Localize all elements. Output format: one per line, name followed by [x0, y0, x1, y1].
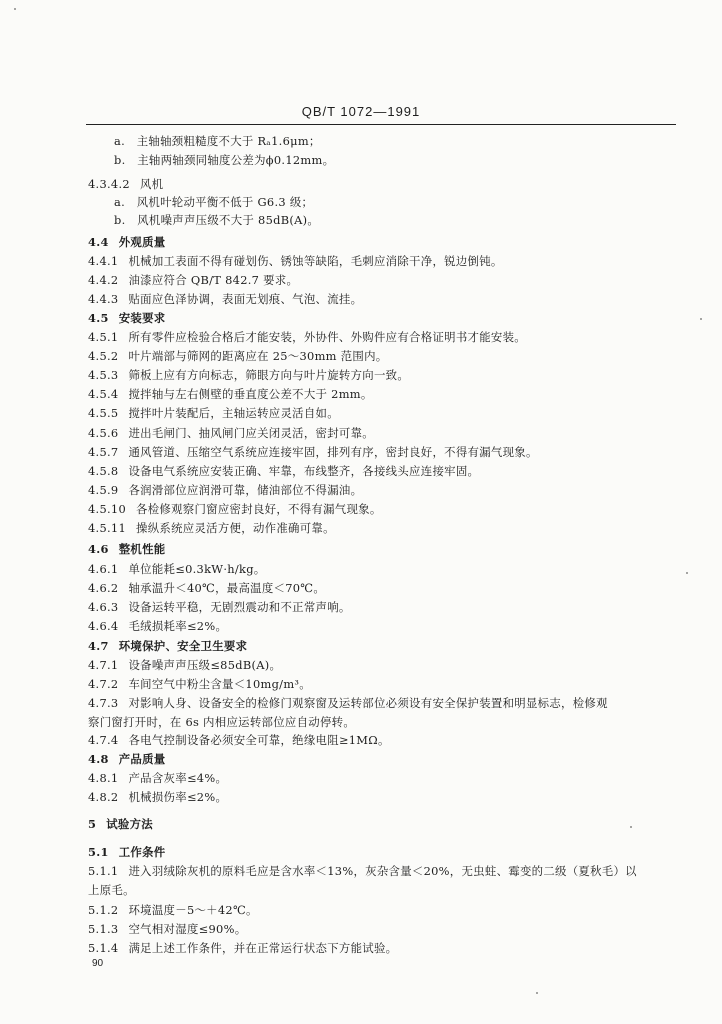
clause-number: 4.8.1 — [88, 771, 119, 785]
clause-text: 搅拌叶片装配后，主轴运转应灵活自如。 — [128, 406, 339, 420]
clause-number: 4.7.3 — [88, 696, 119, 710]
clause-number: 4.5.8 — [88, 464, 119, 478]
text-line — [88, 176, 163, 192]
clause-number: 4.6.4 — [88, 619, 119, 633]
clause-number: 5 — [88, 817, 97, 831]
text-line — [88, 482, 362, 498]
text-line — [88, 348, 387, 364]
text-line — [88, 902, 258, 918]
clause-number: 4.4.3 — [88, 292, 119, 306]
clause-number: 4.7.1 — [88, 658, 119, 672]
standard-code-header: QB/T 1072—1991 — [301, 104, 421, 119]
clause-number: 4.7.2 — [88, 677, 119, 691]
clause-text: 满足上述工作条件，并在正常运行状态下方能试验。 — [128, 941, 398, 955]
text-line — [88, 695, 608, 711]
clause-number: 4.5.4 — [88, 387, 119, 401]
clause-number: 5.1.3 — [88, 922, 119, 936]
text-line — [88, 310, 165, 326]
text-line — [88, 770, 227, 786]
text-line — [88, 580, 325, 596]
clause-text: 产品含灰率≤4%。 — [128, 771, 228, 785]
clause-number: 4.4 — [88, 235, 109, 249]
clause-text: 油漆应符合 QB/T 842.7 要求。 — [128, 273, 299, 287]
text-line — [88, 844, 165, 860]
clause-text: 机械损伤率≤2%。 — [128, 790, 228, 804]
clause-number: 4.6 — [88, 542, 109, 556]
clause-text: 风机 — [139, 177, 164, 191]
clause-text: 试验方法 — [106, 817, 153, 831]
text-line — [88, 816, 153, 832]
clause-text: 安装要求 — [118, 311, 166, 325]
text-line — [114, 152, 334, 168]
clause-number: 4.7.4 — [88, 733, 119, 747]
page-number: 90 — [92, 958, 104, 969]
text-line — [114, 133, 321, 149]
scan-speck — [14, 8, 16, 10]
clause-text: 产品质量 — [118, 752, 166, 766]
clause-text: 各润滑部位应润滑可靠，储油部位不得漏油。 — [128, 483, 363, 497]
clause-text: 对影响人身、设备安全的检修门观察窗及运转部位必须设有安全保护装置和明显标志，检修观 — [128, 696, 608, 710]
clause-number: 4.4.2 — [88, 273, 119, 287]
clause-text: 机械加工表面不得有碰划伤、锈蚀等缺陷，毛刺应消除干净，锐边倒钝。 — [128, 254, 503, 268]
clause-text: b. 风机噪声声压级不大于 85dB(A)。 — [114, 213, 320, 227]
clause-text: 轴承温升＜40℃，最高温度＜70℃。 — [128, 581, 326, 595]
clause-text: 叶片端部与筛网的距离应在 25～30mm 范围内。 — [128, 349, 388, 363]
text-line — [88, 234, 165, 250]
clause-number: 4.5.9 — [88, 483, 119, 497]
clause-number: 4.5.5 — [88, 406, 119, 420]
text-line — [88, 367, 409, 383]
clause-text: 设备噪声声压级≤85dB(A)。 — [128, 658, 282, 672]
clause-number: 4.5.11 — [88, 521, 127, 535]
clause-text: 空气相对湿度≤90%。 — [128, 922, 247, 936]
clause-text: 设备运转平稳，无剧烈震动和不正常声响。 — [128, 600, 351, 614]
text-line — [88, 657, 281, 673]
clause-text: 环境温度－5～＋42℃。 — [128, 903, 258, 917]
text-line — [88, 599, 351, 615]
clause-text: 整机性能 — [118, 542, 166, 556]
clause-text: 进出毛闸门、抽风闸门应关闭灵活，密封可靠。 — [128, 426, 374, 440]
text-line — [88, 501, 382, 517]
text-line — [88, 732, 390, 748]
text-line — [114, 194, 313, 210]
clause-number: 4.3.4.2 — [88, 177, 130, 191]
scan-speck — [686, 572, 688, 574]
clause-text: 各电气控制设备必须安全可靠，绝缘电阻≥1MΩ。 — [128, 733, 390, 747]
scan-speck — [536, 992, 538, 994]
clause-number: 5.1.1 — [88, 864, 119, 878]
text-line — [88, 253, 503, 269]
text-line — [88, 882, 135, 898]
clause-text: 设备电气系统应安装正确、牢靠，布线整齐，各接线头应连接牢固。 — [128, 464, 480, 478]
text-line — [88, 863, 637, 879]
clause-text: 毛绒损耗率≤2%。 — [128, 619, 228, 633]
text-line — [88, 638, 247, 654]
header-rule — [86, 124, 676, 125]
text-line — [88, 751, 165, 767]
text-line — [88, 444, 538, 460]
text-line — [88, 405, 339, 421]
clause-text: 搅拌轴与左右侧壁的垂直度公差不大于 2mm。 — [128, 387, 373, 401]
text-line — [88, 541, 165, 557]
text-line — [88, 329, 526, 345]
clause-number: 5.1 — [88, 845, 109, 859]
clause-number: 4.5.1 — [88, 330, 119, 344]
clause-number: 4.5.2 — [88, 349, 119, 363]
clause-text: 工作条件 — [118, 845, 166, 859]
clause-text: 环境保护、安全卫生要求 — [118, 639, 248, 653]
clause-text: 各检修观察门窗应密封良好，不得有漏气现象。 — [136, 502, 382, 516]
text-line — [88, 921, 246, 937]
clause-text: 通风管道、压缩空气系统应连接牢固，排列有序，密封良好，不得有漏气现象。 — [128, 445, 538, 459]
clause-number: 4.4.1 — [88, 254, 119, 268]
text-line — [114, 212, 319, 228]
clause-text: a. 主轴轴颈粗糙度不大于 Rₐ1.6μm； — [114, 134, 321, 148]
text-line — [88, 386, 373, 402]
clause-text: b. 主轴两轴颈同轴度公差为ϕ0.12mm。 — [114, 153, 335, 167]
clause-number: 4.6.1 — [88, 562, 119, 576]
clause-number: 4.5 — [88, 311, 109, 325]
text-line — [88, 940, 397, 956]
clause-text: 单位能耗≤0.3kW·h/kg。 — [128, 562, 266, 576]
clause-number: 5.1.2 — [88, 903, 119, 917]
text-line — [88, 425, 374, 441]
clause-text: 上原毛。 — [88, 883, 135, 897]
scan-speck — [700, 318, 702, 320]
text-line — [88, 561, 266, 577]
clause-text: 贴面应色泽协调，表面无划痕、气泡、流挂。 — [128, 292, 363, 306]
clause-text: 操纵系统应灵活方便，动作准确可靠。 — [136, 521, 335, 535]
clause-text: 筛板上应有方向标志，筛眼方向与叶片旋转方向一致。 — [128, 368, 410, 382]
text-line — [88, 676, 311, 692]
scan-speck — [630, 826, 632, 828]
clause-number: 4.6.2 — [88, 581, 119, 595]
text-line — [88, 463, 479, 479]
clause-number: 4.6.3 — [88, 600, 119, 614]
clause-text: 察门窗打开时，在 6s 内相应运转部位应自动停转。 — [88, 715, 356, 729]
text-line — [88, 520, 335, 536]
clause-number: 4.5.3 — [88, 368, 119, 382]
clause-text: a. 风机叶轮动平衡不低于 G6.3 级； — [114, 195, 314, 209]
clause-text: 车间空气中粉尘含量＜10mg/m³。 — [128, 677, 311, 691]
clause-text: 所有零件应检验合格后才能安装，外协件、外购件应有合格证明书才能安装。 — [128, 330, 526, 344]
clause-number: 4.8.2 — [88, 790, 119, 804]
text-line — [88, 789, 227, 805]
clause-number: 5.1.4 — [88, 941, 119, 955]
text-line — [88, 291, 362, 307]
clause-number: 4.8 — [88, 752, 109, 766]
text-line — [88, 714, 355, 730]
clause-text: 进入羽绒除灰机的原料毛应是含水率＜13%，灰杂含量＜20%，无虫蛀、霉变的二级（夏秋毛）以 — [128, 864, 637, 878]
clause-number: 4.5.6 — [88, 426, 119, 440]
clause-number: 4.5.7 — [88, 445, 119, 459]
text-line — [88, 272, 298, 288]
clause-number: 4.7 — [88, 639, 109, 653]
text-line — [88, 618, 227, 634]
clause-text: 外观质量 — [118, 235, 166, 249]
clause-number: 4.5.10 — [88, 502, 127, 516]
